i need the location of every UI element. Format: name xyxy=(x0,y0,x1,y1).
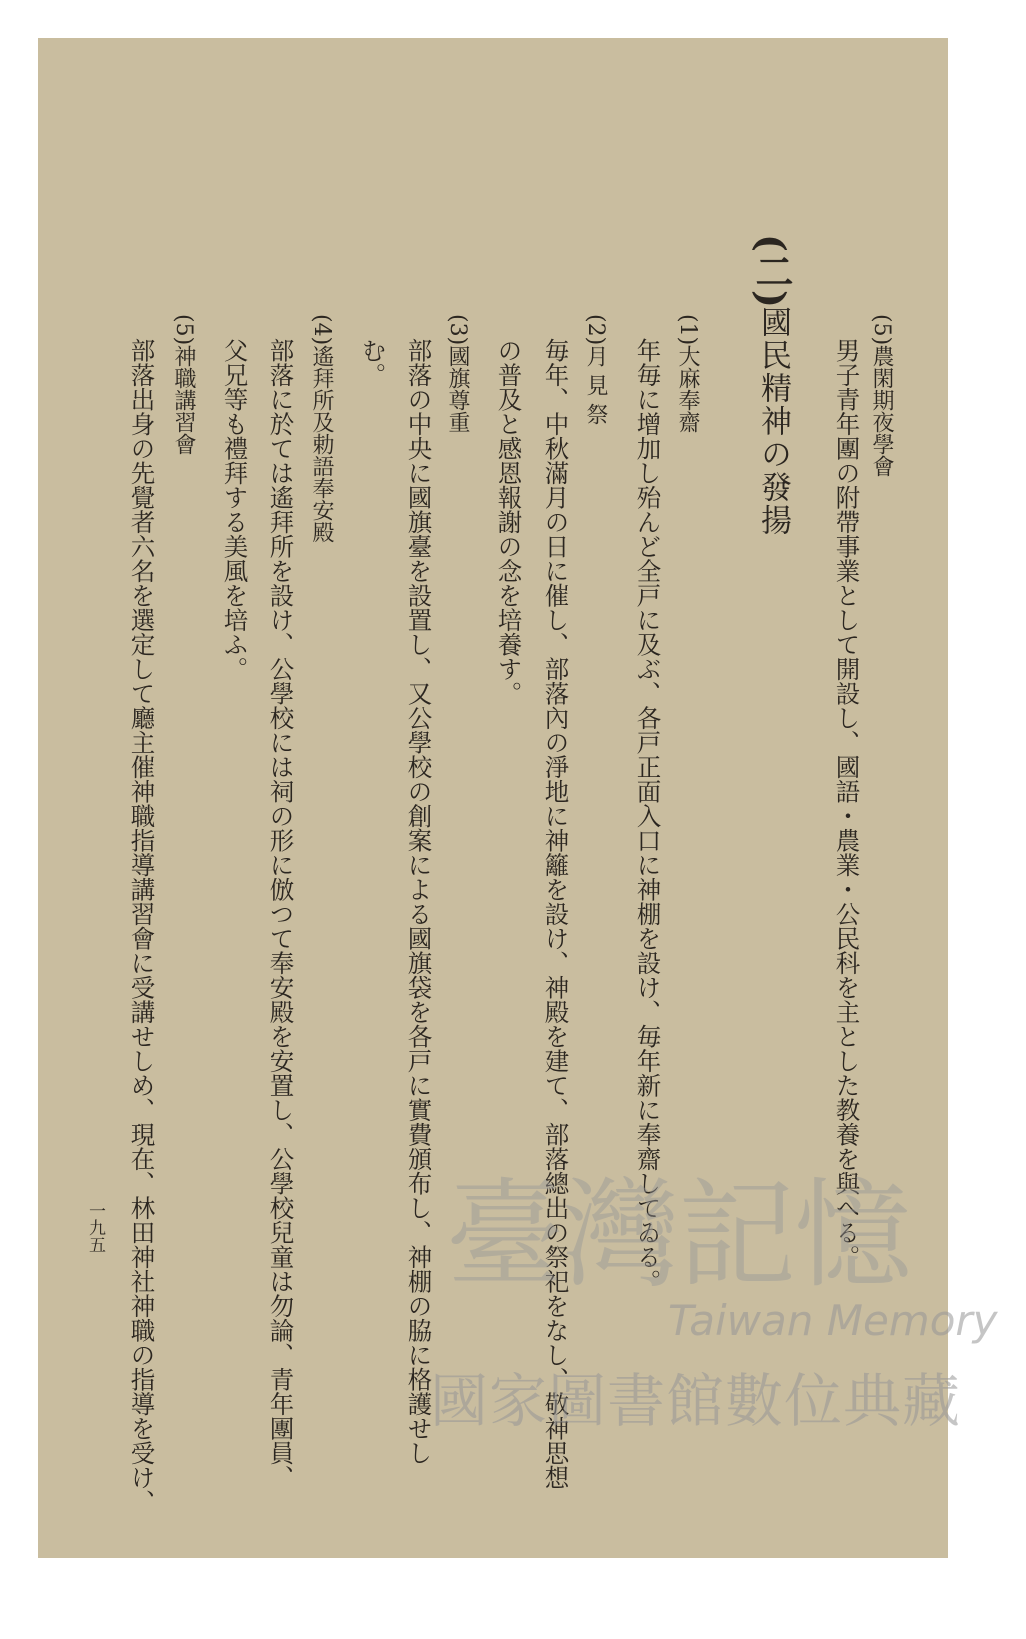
watermark-english: Taiwan Memory xyxy=(668,1296,998,1345)
watermark-title: 臺灣記憶 xyxy=(446,1166,911,1304)
watermark-library: 國家圖書館數位典藏 xyxy=(430,1367,962,1435)
paragraph-farm-night-school: 男子青年團の附帶事業として開設し、國語・農業・公民科を主とした教養を與へる。 xyxy=(832,338,862,1269)
heading-taima-hosai: (1)大麻奉齋 xyxy=(675,314,700,434)
paragraph-national-flag-1: 部落の中央に國旗臺を設置し、又公學校の創案による國旗袋を各戸に實費頒布し、神棚の脇に格護せし xyxy=(404,338,434,1465)
heading-shinto-priest-course: (5)神職講習會 xyxy=(171,314,196,456)
paragraph-tsukimi-festival-1: 毎年、中秋滿月の日に催し、部落內の淨地に神籬を設け、神殿を建て、部落總出の祭祀をなし、敬神思想 xyxy=(541,338,571,1490)
heading-yohaisho: (4)遙拜所及勅語奉安殿 xyxy=(309,314,334,544)
page-number: 一九五 xyxy=(85,1202,105,1253)
heading-tsukimi-festival: (2)月 見 祭 xyxy=(583,314,608,426)
paragraph-tsukimi-festival-2: の普及と感恩報謝の念を培養す。 xyxy=(494,338,524,706)
paragraph-yohaisho-1: 部落に於ては遙拜所を設け、公學校には祠の形に倣つて奉安殿を安置し、公學校兒童は勿論、青年團員、 xyxy=(266,338,296,1490)
paragraph-yohaisho-2: 父兄等も禮拜する美風を培ふ。 xyxy=(220,338,250,681)
section-title: 國民精神の發揚 xyxy=(755,306,791,537)
heading-farm-night-school: (5)農閑期夜學會 xyxy=(869,314,894,478)
paragraph-taima-hosai: 年毎に增加し殆んど全戸に及ぶ、各戸正面入口に神棚を設け、毎年新に奉齋してゐる。 xyxy=(633,338,663,1294)
paragraph-shinto-priest-course: 部落出身の先覺者六名を選定して廳主催神職指導講習會に受講せしめ、現在、林田神社神職の指導を受け、 xyxy=(127,338,157,1514)
paragraph-national-flag-2: む。 xyxy=(358,338,388,387)
section-number: (二) xyxy=(749,234,794,308)
heading-national-flag: (3)國旗尊重 xyxy=(445,314,470,434)
